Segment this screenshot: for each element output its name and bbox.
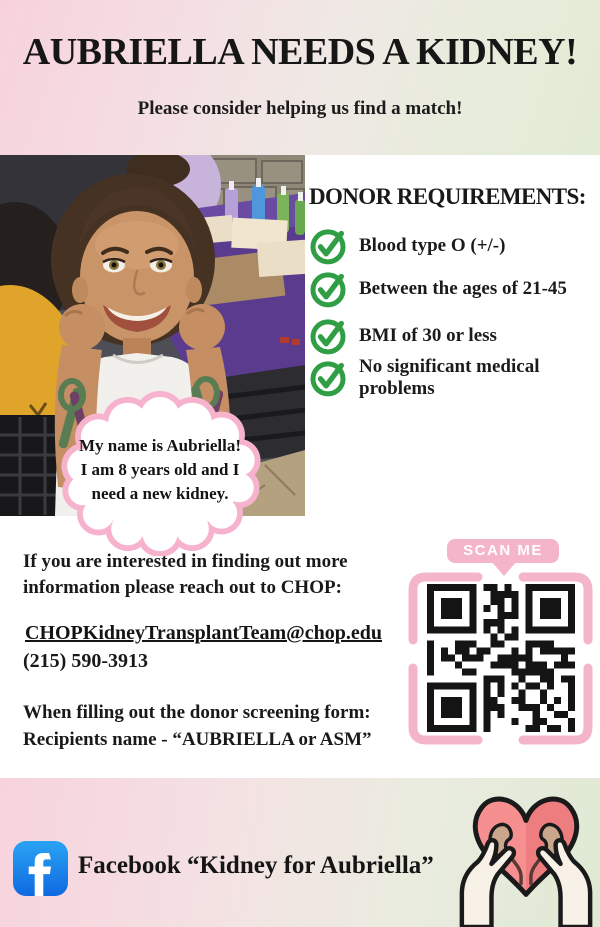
requirement-item xyxy=(308,356,559,400)
requirements-heading: DONOR REQUIREMENTS: xyxy=(309,184,586,209)
check-circle-icon xyxy=(308,226,348,266)
bubble-text xyxy=(60,434,260,506)
screening-form-note xyxy=(23,699,372,753)
qr-code xyxy=(427,584,575,732)
phone-number: (215) 590-3913 xyxy=(23,650,148,672)
page-title: AUBRIELLA NEEDS A KIDNEY! xyxy=(22,31,578,73)
cloud-speech-bubble xyxy=(46,390,274,556)
check-circle-icon xyxy=(308,358,348,398)
requirement-label: BMI of 30 or less xyxy=(359,325,497,346)
bubble-line: My name is Aubriella! xyxy=(79,436,241,455)
bubble-line: I am 8 years old and I xyxy=(80,460,240,479)
contact-intro xyxy=(23,549,348,601)
requirement-item xyxy=(308,226,505,266)
screening-form-line2: Recipients name - “AUBRIELLA or ASM” xyxy=(23,729,372,750)
scan-me-tab: SCAN ME xyxy=(447,539,559,563)
check-circle-icon xyxy=(308,316,348,356)
page-subtitle: Please consider helping us find a match! xyxy=(137,98,463,119)
contact-intro-line2: information please reach out to CHOP: xyxy=(23,577,342,598)
hands-holding-kidney-heart-icon xyxy=(452,779,600,927)
requirement-label: Blood type O (+/-) xyxy=(359,235,506,256)
bubble-line: need a new kidney. xyxy=(91,484,229,503)
screening-form-line1: When filling out the donor screening form: xyxy=(23,702,371,723)
facebook-page-name: Facebook “Kidney for Aubriella” xyxy=(78,852,434,879)
requirement-label: No significant medical problems xyxy=(359,356,540,399)
contact-intro-line1: If you are interested in finding out more xyxy=(23,551,348,572)
header-band xyxy=(0,0,600,155)
requirement-label: Between the ages of 21-45 xyxy=(359,278,567,299)
check-circle-icon xyxy=(308,269,348,309)
requirement-item xyxy=(308,269,567,309)
requirement-item xyxy=(308,316,497,356)
email-link[interactable]: CHOPKidneyTransplantTeam@chop.edu xyxy=(25,622,383,644)
facebook-f-icon xyxy=(12,840,69,897)
